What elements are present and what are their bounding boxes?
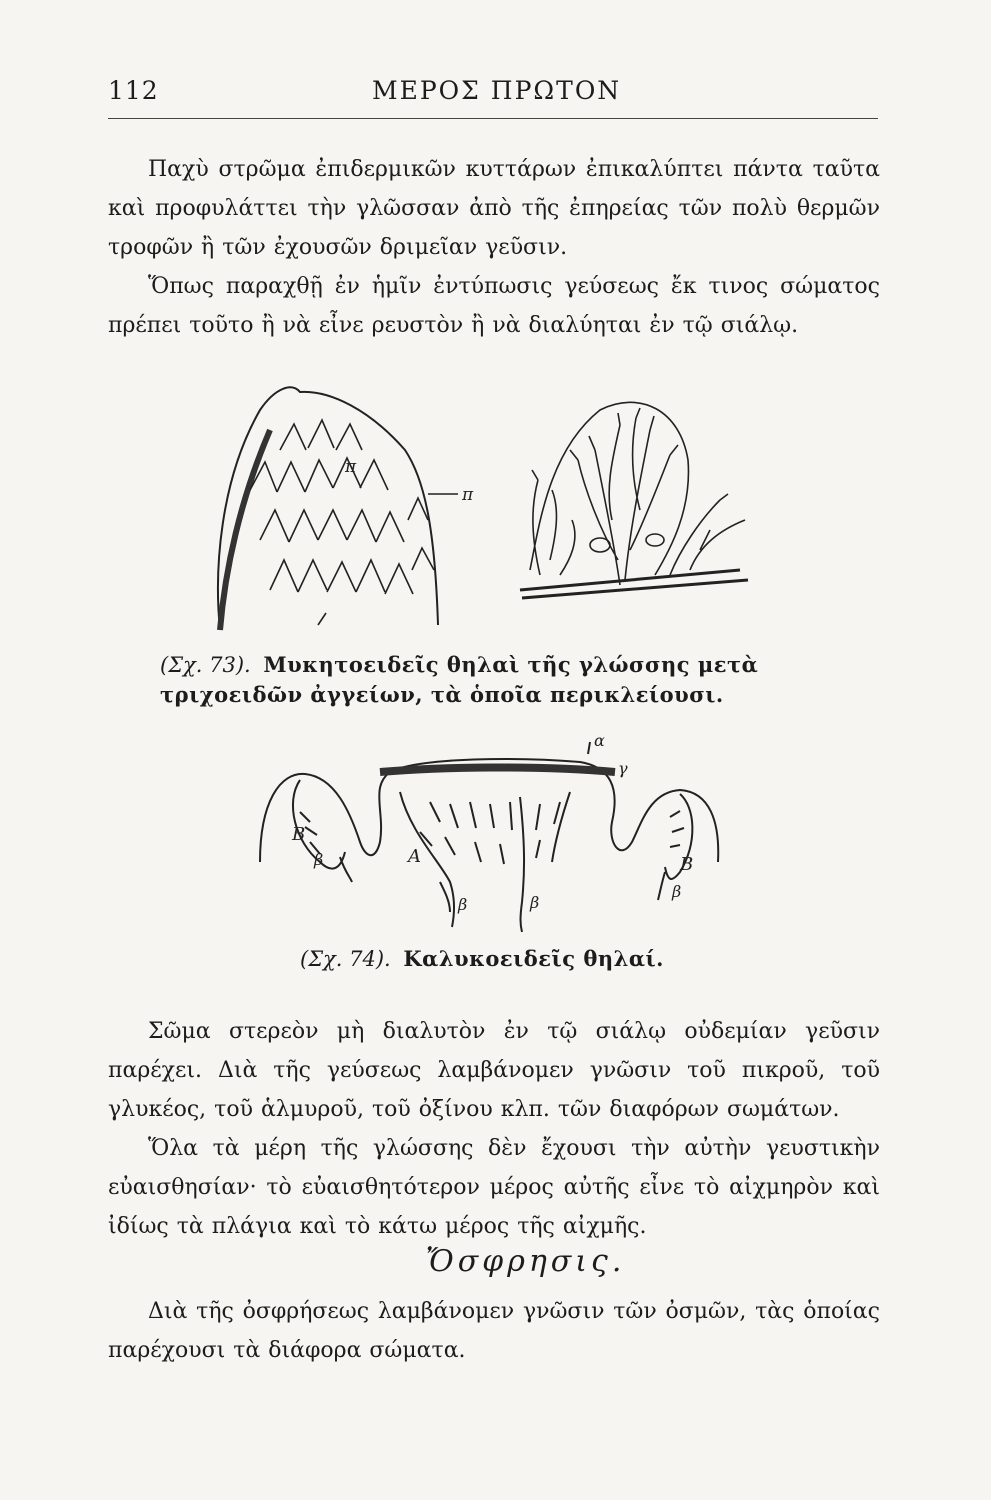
figure-73-caption-text: Μυκητοειδεῖς θηλαὶ τῆς γλώσσης μετὰ τριχοειδῶν ἀγγείων, τὰ ὁποῖα περικλείουσι. [160, 652, 759, 707]
figure-74-number: (Σχ. 74). [300, 947, 391, 971]
section-heading: Ὄσφρησις. [425, 1244, 626, 1279]
section-text [108, 1292, 880, 1370]
section-paragraph: Διὰ τῆς ὀσφρήσεως λαμβάνομεν γνῶσιν τῶν ὀσμῶν, τὰς ὁποίας παρέχουσι τὰ διάφορα σώματα. [108, 1299, 880, 1363]
label-beta-mid-1: β [458, 895, 468, 914]
label-pi-inner: π [345, 457, 357, 477]
running-title: ΜΕΡΟΣ ΠΡΩΤΟΝ [372, 76, 622, 105]
label-B-left: B [292, 824, 306, 845]
fungiform-papilla-left [218, 387, 458, 630]
body-paragraph-1: Σῶμα στερεὸν μὴ διαλυτὸν ἐν τῷ σιάλῳ οὐδεμίαν γεῦσιν παρέχει. Διὰ τῆς γεύσεως λαμβάνομεν γνῶσιν τοῦ πικροῦ, τοῦ γλυκέος, τοῦ ἁλμυροῦ, τοῦ ὀξίνου κλπ. τῶν διαφόρων σωμάτων. [108, 1019, 880, 1122]
figure-73-number: (Σχ. 73). [160, 653, 251, 677]
figure-74-caption [300, 944, 800, 974]
figure-74-illustration [240, 732, 740, 932]
body-paragraph-2: Ὅλα τὰ μέρη τῆς γλώσσης δὲν ἔχουσι τὴν αὐτὴν γευστικὴν εὐαισθησίαν· τὸ εὐαισθητότερον μέρος αὐτῆς εἶνε τὸ αἰχμηρὸν καὶ ἰδίως τὰ πλάγια καὶ τὸ κάτω μέρος τῆς αἰχμῆς. [108, 1136, 880, 1239]
label-B-right: B [680, 854, 694, 875]
intro-paragraph-2: Ὅπως παραχθῇ ἐν ἡμῖν ἐντύπωσις γεύσεως ἔκ τινος σώματος πρέπει τοῦτο ἢ νὰ εἶνε ρευστὸν ἢ νὰ διαλύηται ἐν τῷ σιάλῳ. [108, 274, 880, 338]
header-rule [108, 118, 878, 119]
intro-text [108, 150, 880, 345]
papilla-capillaries-right [520, 402, 748, 598]
figure-73-illustration [200, 370, 780, 635]
label-pi-outer: π [462, 485, 474, 505]
figure-74-caption-text: Καλυκοειδεῖς θηλαί. [403, 946, 664, 971]
label-gamma: γ [618, 759, 628, 778]
label-beta-left: β [314, 850, 324, 869]
label-beta-mid-2: β [530, 893, 540, 912]
label-A: A [408, 846, 421, 867]
intro-paragraph-1: Παχὺ στρῶμα ἐπιδερμικῶν κυττάρων ἐπικαλύπτει πάντα ταῦτα καὶ προφυλάττει τὴν γλῶσσαν ἀπὸ τῆς ἐπηρείας τῶν πολὺ θερμῶν τροφῶν ἢ τῶν ἐχουσῶν δριμεῖαν γεῦσιν. [108, 157, 880, 260]
body-text [108, 1012, 880, 1246]
label-beta-right: β [672, 882, 682, 901]
vallate-papillae [260, 742, 718, 932]
figure-73-caption [160, 650, 880, 710]
label-alpha: α [594, 732, 605, 750]
page-number: 112 [108, 76, 159, 105]
